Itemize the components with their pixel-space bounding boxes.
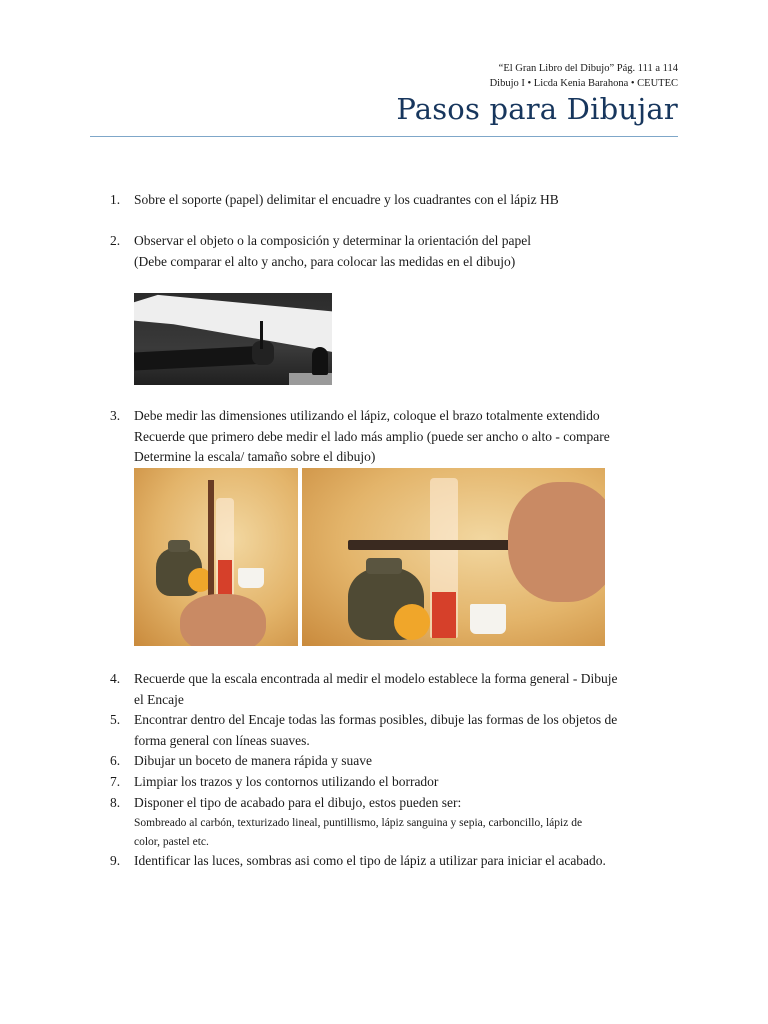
finish-types: color, pastel etc. xyxy=(134,835,209,848)
step-text: Sobre el soporte (papel) delimitar el encuadre y los cuadrantes con el lápiz HB xyxy=(134,192,559,207)
step-number: 7. xyxy=(110,774,121,789)
step-text: Identificar las luces, sombras asi como el tipo de lápiz a utilizar para iniciar el acabado. xyxy=(134,853,606,868)
step-number: 8. xyxy=(110,795,121,810)
step-number: 1. xyxy=(110,192,121,207)
step-text: Recuerde que primero debe medir el lado más amplio (puede ser ancho o alto - compare xyxy=(134,428,610,444)
step-text: (Debe comparar el alto y ancho, para colocar las medidas en el dibujo) xyxy=(134,253,516,269)
title-divider xyxy=(90,136,678,137)
page-title: Pasos para Dibujar xyxy=(396,92,678,126)
step-text: Determine la escala/ tamaño sobre el dibujo) xyxy=(134,449,376,464)
step-text: Recuerde que la escala encontrada al medir el modelo establece la forma general - Dibuje xyxy=(134,671,618,686)
header-reference xyxy=(490,61,678,91)
step-number: 5. xyxy=(110,712,121,727)
step-number: 3. xyxy=(110,408,121,423)
step-text: Limpiar los trazos y los contornos utilizando el borrador xyxy=(134,774,439,789)
vertical-measure-photo xyxy=(134,468,298,646)
step-number: 2. xyxy=(110,233,121,248)
arm-measuring-photo xyxy=(134,293,332,385)
course-info: Dibujo I • Licda Kenia Barahona • CEUTEC xyxy=(489,78,678,89)
finish-types: Sombreado al carbón, texturizado lineal, puntillismo, lápiz sanguina y sepia, carboncillo, lápiz de xyxy=(134,816,583,829)
book-reference: “El Gran Libro del Dibujo” Pág. 111 a 114 xyxy=(498,63,678,74)
step-text: Disponer el tipo de acabado para el dibujo, estos pueden ser: xyxy=(134,795,462,810)
step-text: Dibujar un boceto de manera rápida y suave xyxy=(134,753,373,768)
step-text: Debe medir las dimensiones utilizando el lápiz, coloque el brazo totalmente extendido xyxy=(134,408,600,423)
step-text: Observar el objeto o la composición y determinar la orientación del papel xyxy=(134,233,531,248)
step-text: forma general con líneas suaves. xyxy=(134,732,310,748)
step-number: 4. xyxy=(110,671,121,686)
step-number: 6. xyxy=(110,753,121,768)
step-number: 9. xyxy=(110,853,121,868)
step-text: Encontrar dentro del Encaje todas las formas posibles, dibuje las formas de los objetos de xyxy=(134,712,618,727)
horizontal-measure-photo xyxy=(302,468,605,646)
step-text: el Encaje xyxy=(134,691,184,707)
